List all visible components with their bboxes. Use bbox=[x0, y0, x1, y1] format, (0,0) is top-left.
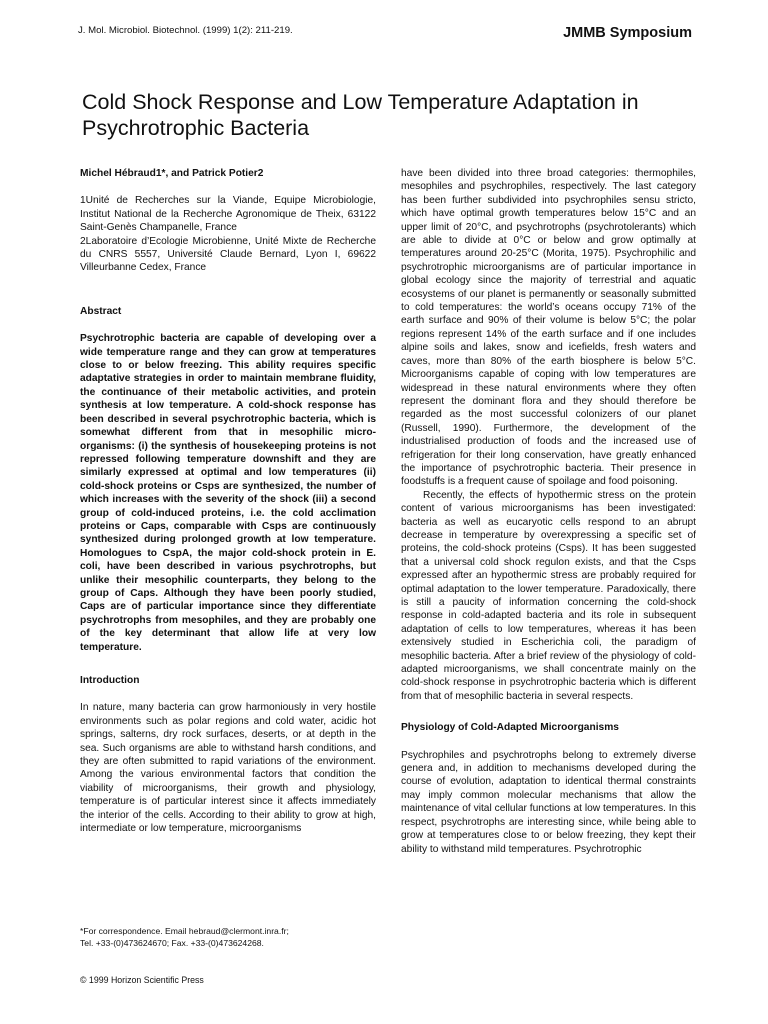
author-list: Michel Hébraud1*, and Patrick Potier2 bbox=[80, 168, 264, 179]
journal-citation: J. Mol. Microbiol. Biotechnol. (1999) 1(2): 211-219. bbox=[78, 25, 293, 36]
copyright-notice: © 1999 Horizon Scientific Press bbox=[80, 975, 204, 985]
affiliation-1: 1Unité de Recherches sur la Viande, Equipe Microbiologie, Institut National de la Recherche Agronomique de Theix, 63122 Saint-Genès Champanelle, France bbox=[80, 195, 376, 234]
abstract-heading: Abstract bbox=[80, 305, 122, 317]
paper-title: Cold Shock Response and Low Temperature Adaptation in Psychrotrophic Bacteria bbox=[82, 90, 639, 141]
body-paragraph-3: Psychrophiles and psychrotrophs belong to extremely diverse genera and, in addition to mechanisms developed during the course of evolution, adaptation to identical thermal constraints may imply common molecular mechanisms that allow the maintenance of vital cellular functions at low temperatures. In this respect, psychrotrophs are interesting since, while being able to grow at temperatures close to or below freezing, they kept their ability to withstand mild temperatures. Psychrotrophic bbox=[401, 749, 696, 855]
correspondence-footnote bbox=[80, 925, 376, 949]
footnote-phone: Tel. +33-(0)473624670; Fax. +33-(0)473624268. bbox=[80, 938, 264, 948]
introduction-heading: Introduction bbox=[80, 675, 140, 686]
introduction-text: In nature, many bacteria can grow harmoniously in very hostile environments such as polar regions and cold water, acidic hot springs, salterns, dry rock surfaces, deserts, or at depth in the sea. Such organisms are able to withstand harsh conditions, and they are often submitted to rapid variations of the environment. Among the various environmental factors that condition the viability of microorganisms, their growth and physiology, temperature is of particular interest since it affects immediately the interior of the cells. According to their ability to grow at high, intermediate or low temperature, microorganisms bbox=[80, 702, 376, 835]
series-label: JMMB Symposium bbox=[563, 25, 692, 41]
right-column bbox=[401, 167, 696, 856]
physiology-heading: Physiology of Cold-Adapted Microorganisms bbox=[401, 722, 619, 734]
left-column bbox=[80, 167, 376, 835]
body-paragraph-1: have been divided into three broad categories: thermophiles, mesophiles and psychrophiles, respectively. The last category has been further subdivided into psychrophiles sensu stricto, which have optimal growth temperatures below 15°C and an upper limit of 20°C, and psychrotrophs (psychrotolerants) which are able to divide at 0°C or below and grow optimally at temperatures around 20-25°C (Morita, 1975). Psychrophilic and psychrotrophic microorganisms are of particular importance in global ecology since the majority of terrestrial and aquatic ecosystems of our planet is permanently or seasonally submitted to cold temperatures: the world’s oceans occupy 71% of the earth surface and 90% of their volume is below 5°C; the polar regions represent 14% of the earth surface and if one includes alpine soils and lakes, snow and icefields, fresh waters and caves, more than 80% of the earth biosphere is below 5°C. Microorganisms capable of coping with low temperatures are widespread in these natural environments where they often represent the dominant flora and they should therefore be regarded as the most successful colonizers of our planet (Russell, 1990). Furthermore, the development of the industrialised production of foods and the increased use of refrigeration for their long conservation, have greatly enhanced the importance of psychrotrophic bacteria. Their presence in foodstuffs is a frequent cause of spoilage and food poisoning. bbox=[401, 168, 696, 488]
abstract-text: Psychrotrophic bacteria are capable of developing over a wide temperature range and they can grow at temperatures close to or below freezing. This ability requires specific adaptative strategies in order to maintain membrane fluidity, the continuance of their metabolic activities, and protein synthesis at low temperature. A cold-shock response has been described in several psychrotrophic bacteria, which is somewhat different from that in mesophilic micro-organisms: (i) the synthesis of housekeeping proteins is not repressed following temperature downshift and they are similarly expressed at optimal and low temperatures (ii) cold-shock proteins or Csps are synthesized, the number of which increases with the severity of the shock (iii) a second group of cold-induced proteins, i.e. the cold acclimation proteins or Caps, comparable with Csps are continuously synthesized during prolonged growth at low temperature. Homologues to CspA, the major cold-shock protein in E. coli, have been described in various psychrotrophs, but unlike their mesophilic counterparts, they belong to the group of Caps. Although they have been poorly studied, Caps are of particular importance since they differentiate psychrotrophs from mesophiles, and they are probably one of the key determinant that allow life at very low temperature. bbox=[80, 333, 376, 653]
body-paragraph-2: Recently, the effects of hypothermic stress on the protein content of various microorganisms has been investigated: bacteria as well as eucaryotic cells respond to an abrupt decrease in temperature by overexpressing a specific set of proteins, the cold-shock proteins (Csps). It has been suggested that a universal cold shock regulon exists, and that the Csps expressed after an hypothermic stress are probably required for optimal adaptation to the lower temperature. Paradoxically, there is still a paucity of information concerning the cold-shock response in cold-adapted bacteria and its role in subsequent adaptation of cells to low temperatures, whereas it has been extensively studied in Escherichia coli, the paradigm of mesophilic bacteria. After a brief review of the physiology of cold-adapted microorganisms, we shall concentrate mainly on the cold-shock response in psychrotrophic bacteria which is different from that of mesophilic bacteria in several respects. bbox=[401, 489, 696, 702]
affiliation-2: 2Laboratoire d’Ecologie Microbienne, Unité Mixte de Recherche du CNRS 5557, Université Claude Bernard, Lyon I, 69622 Villeurbanne Cedex, France bbox=[80, 235, 376, 274]
footnote-email: *For correspondence. Email hebraud@clermont.inra.fr; bbox=[80, 926, 289, 936]
